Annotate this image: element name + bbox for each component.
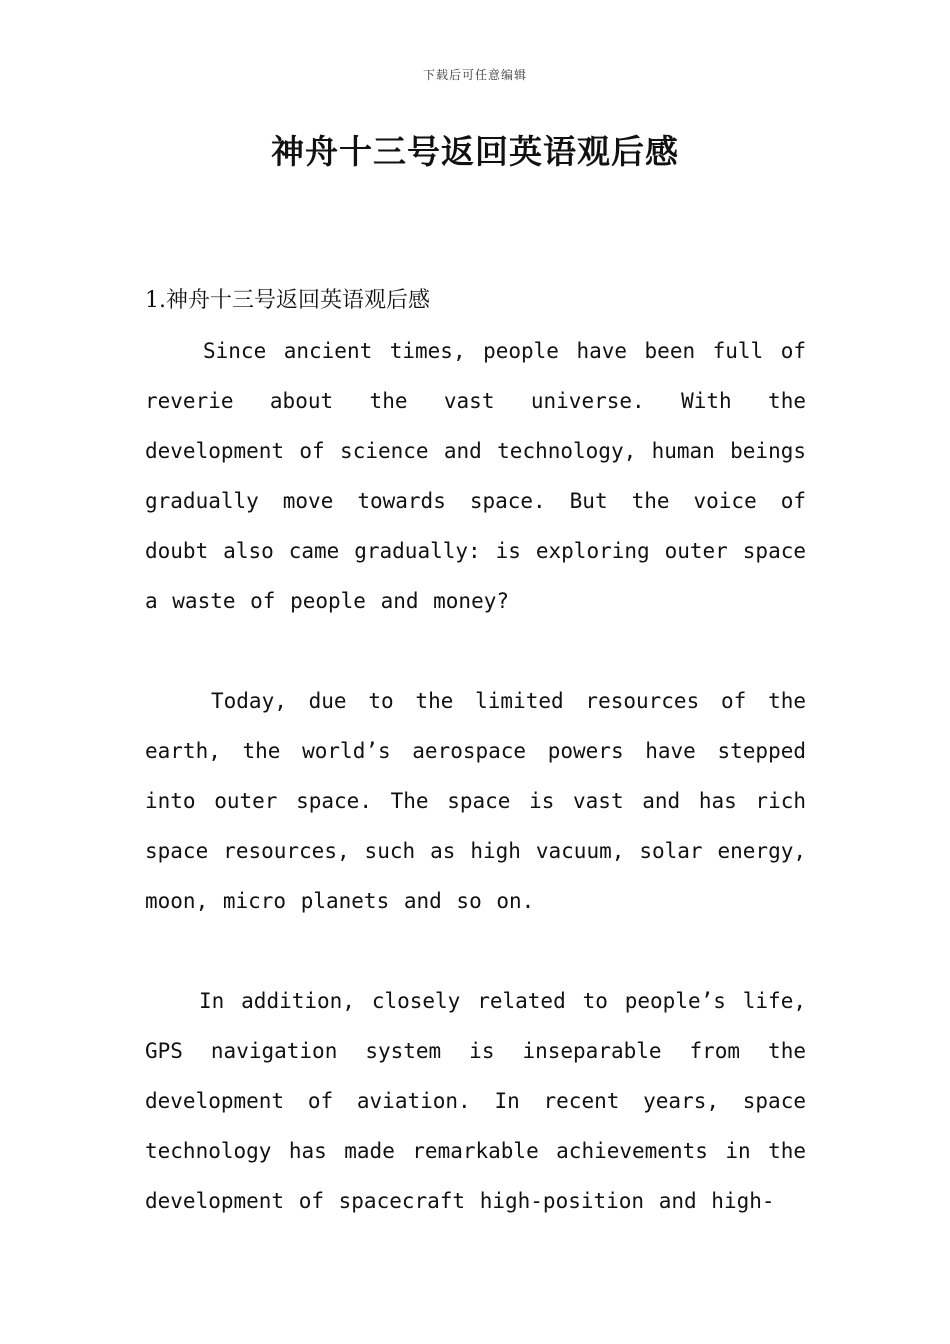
paragraph-2: Today, due to the limited resources of the earth, the world’s aerospace powers have stepped into outer space. The space is vast and has rich space resources, such as high vacuum, solar energy, moon, micro planets and so on. — [145, 689, 806, 913]
paragraph-3: In addition, closely related to people’s life, GPS navigation system is inseparable from the development of aviation. In recent years, space technology has made remarkable achievements in the development of spacecraft high-position and high- — [145, 989, 806, 1213]
document-title: 神舟十三号返回英语观后感 — [271, 132, 679, 171]
page-header-note: 下载后可任意编辑 — [422, 68, 527, 82]
document-body — [145, 276, 806, 1276]
section-heading: 1.神舟十三号返回英语观后感 — [145, 288, 430, 313]
paragraph-1: Since ancient times, people have been full of reverie about the vast universe. With the development of science and technology, human beings gradually move towards space. But the voice of doubt also came gradually: is exploring outer space a waste of people and money? — [145, 339, 806, 613]
